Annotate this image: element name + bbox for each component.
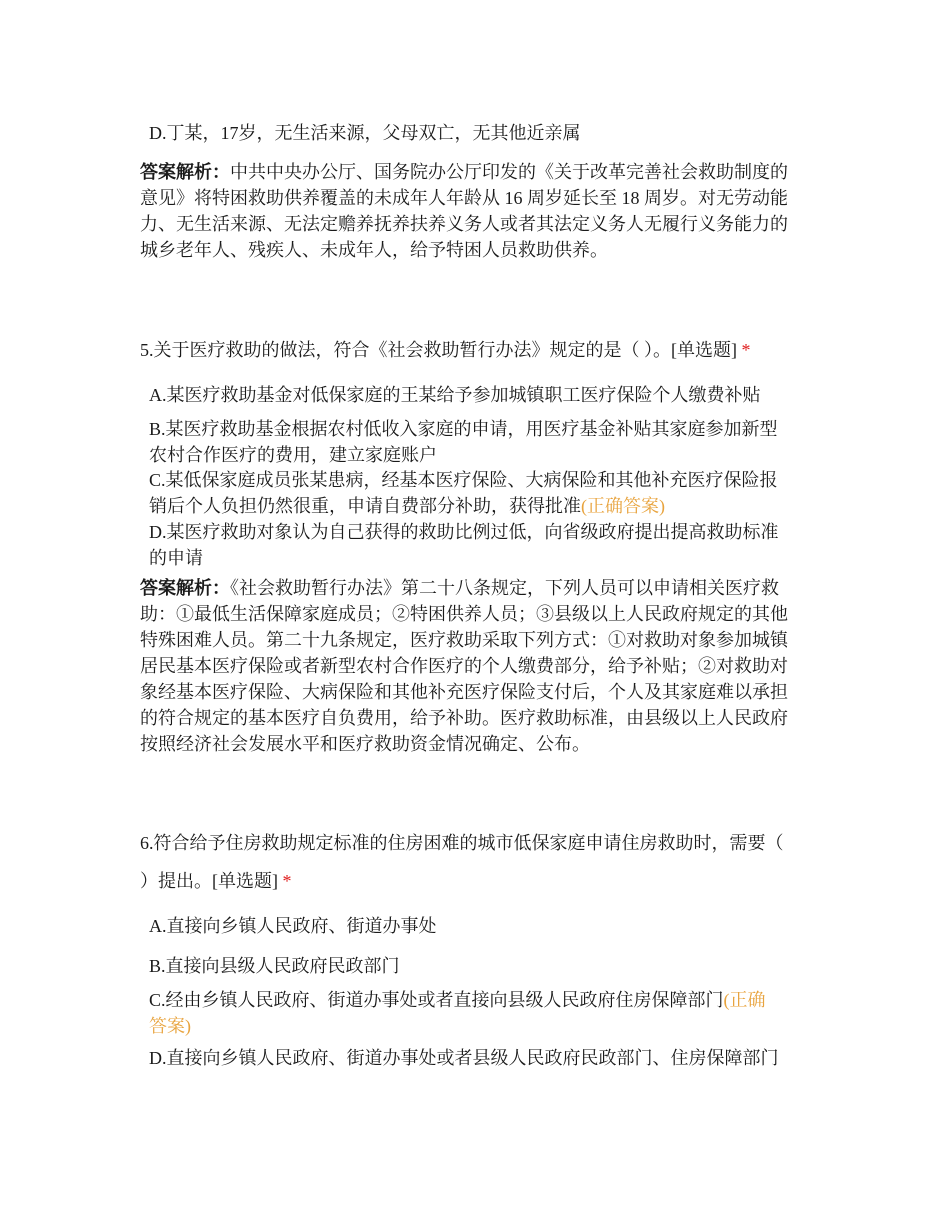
q6-option-c[interactable]: C.经由乡镇人民政府、街道办事处或者直接向县级人民政府住房保障部门(正确 答案)	[149, 987, 829, 1039]
q5-option-d[interactable]: D.某医疗救助对象认为自己获得的救助比例过低，向省级政府提出提高救助标准 的申请	[149, 522, 779, 568]
required-mark: *	[741, 340, 751, 360]
q5-option-b[interactable]: B.某医疗救助基金根据农村低收入家庭的申请，用医疗基金补贴其家庭参加新型 农村合作医疗的费用，建立家庭账户	[149, 419, 778, 465]
correct-answer-tag: (正确答案)	[581, 496, 665, 516]
q6-option-b[interactable]: B.直接向县级人民政府民政部门	[149, 956, 400, 976]
q6-option-d[interactable]: D.直接向乡镇人民政府、街道办事处或者县级人民政府民政部门、住房保障部门	[149, 1048, 779, 1068]
q5-option-c[interactable]: C.某低保家庭成员张某患病，经基本医疗保险、大病保险和其他补充医疗保险报 销后个人负担仍然很重，申请自费部分补助，获得批准(正确答案)	[149, 470, 778, 516]
q5-option-a[interactable]: A.某医疗救助基金对低保家庭的王某给予参加城镇职工医疗保险个人缴费补贴	[149, 385, 761, 405]
q6-question: 6.符合给予住房救助规定标准的住房困难的城市低保家庭申请住房救助时，需要（ ）提出。[单选题] *	[140, 833, 784, 891]
q5-question: 5.关于医疗救助的做法，符合《社会救助暂行办法》规定的是（ ）。[单选题] *	[140, 340, 751, 360]
correct-answer-tag: (正确	[723, 990, 766, 1010]
analysis-label: 答案解析：	[140, 578, 230, 598]
q5-analysis: 答案解析：《社会救助暂行办法》第二十八条规定，下列人员可以申请相关医疗救 助：①最低生活保障家庭成员；②特困供养人员；③县级以上人民政府规定的其他 特殊困难人员。第二十九条规定，医疗救助采取下列方式：①对救助对象参加城镇 居民基本医疗保险或者新型农村合作医疗的个人缴费部分，给予补贴；②对救助对 象经基本医疗保险、大病保险和其他补充医疗保险支付后，个人及其家庭难以承担 的符合规定的基本医疗自负费用，给予补助。医疗救助标准，由县级以上人民政府 按照经济社会发展水平和医疗救助资金情况确定、公布。	[140, 578, 788, 754]
correct-answer-tag-cont: 答案)	[149, 1016, 191, 1036]
q4-option-d[interactable]: D.丁某，17岁，无生活来源，父母双亡，无其他近亲属	[149, 123, 581, 143]
analysis-label: 答案解析：	[140, 162, 230, 182]
q4-analysis: 答案解析：中共中央办公厅、国务院办公厅印发的《关于改革完善社会救助制度的 意见》将特困救助供养覆盖的未成年人年龄从 16 周岁延长至 18 周岁。对无劳动能 力、无生活来源、无法定赡养抚养扶养义务人或者其法定义务人无履行义务能力的 城乡老年人、残疾人、未成年人，给予特困人员救助供养。	[140, 162, 788, 260]
q6-option-a[interactable]: A.直接向乡镇人民政府、街道办事处	[149, 916, 437, 936]
required-mark: *	[282, 871, 292, 891]
